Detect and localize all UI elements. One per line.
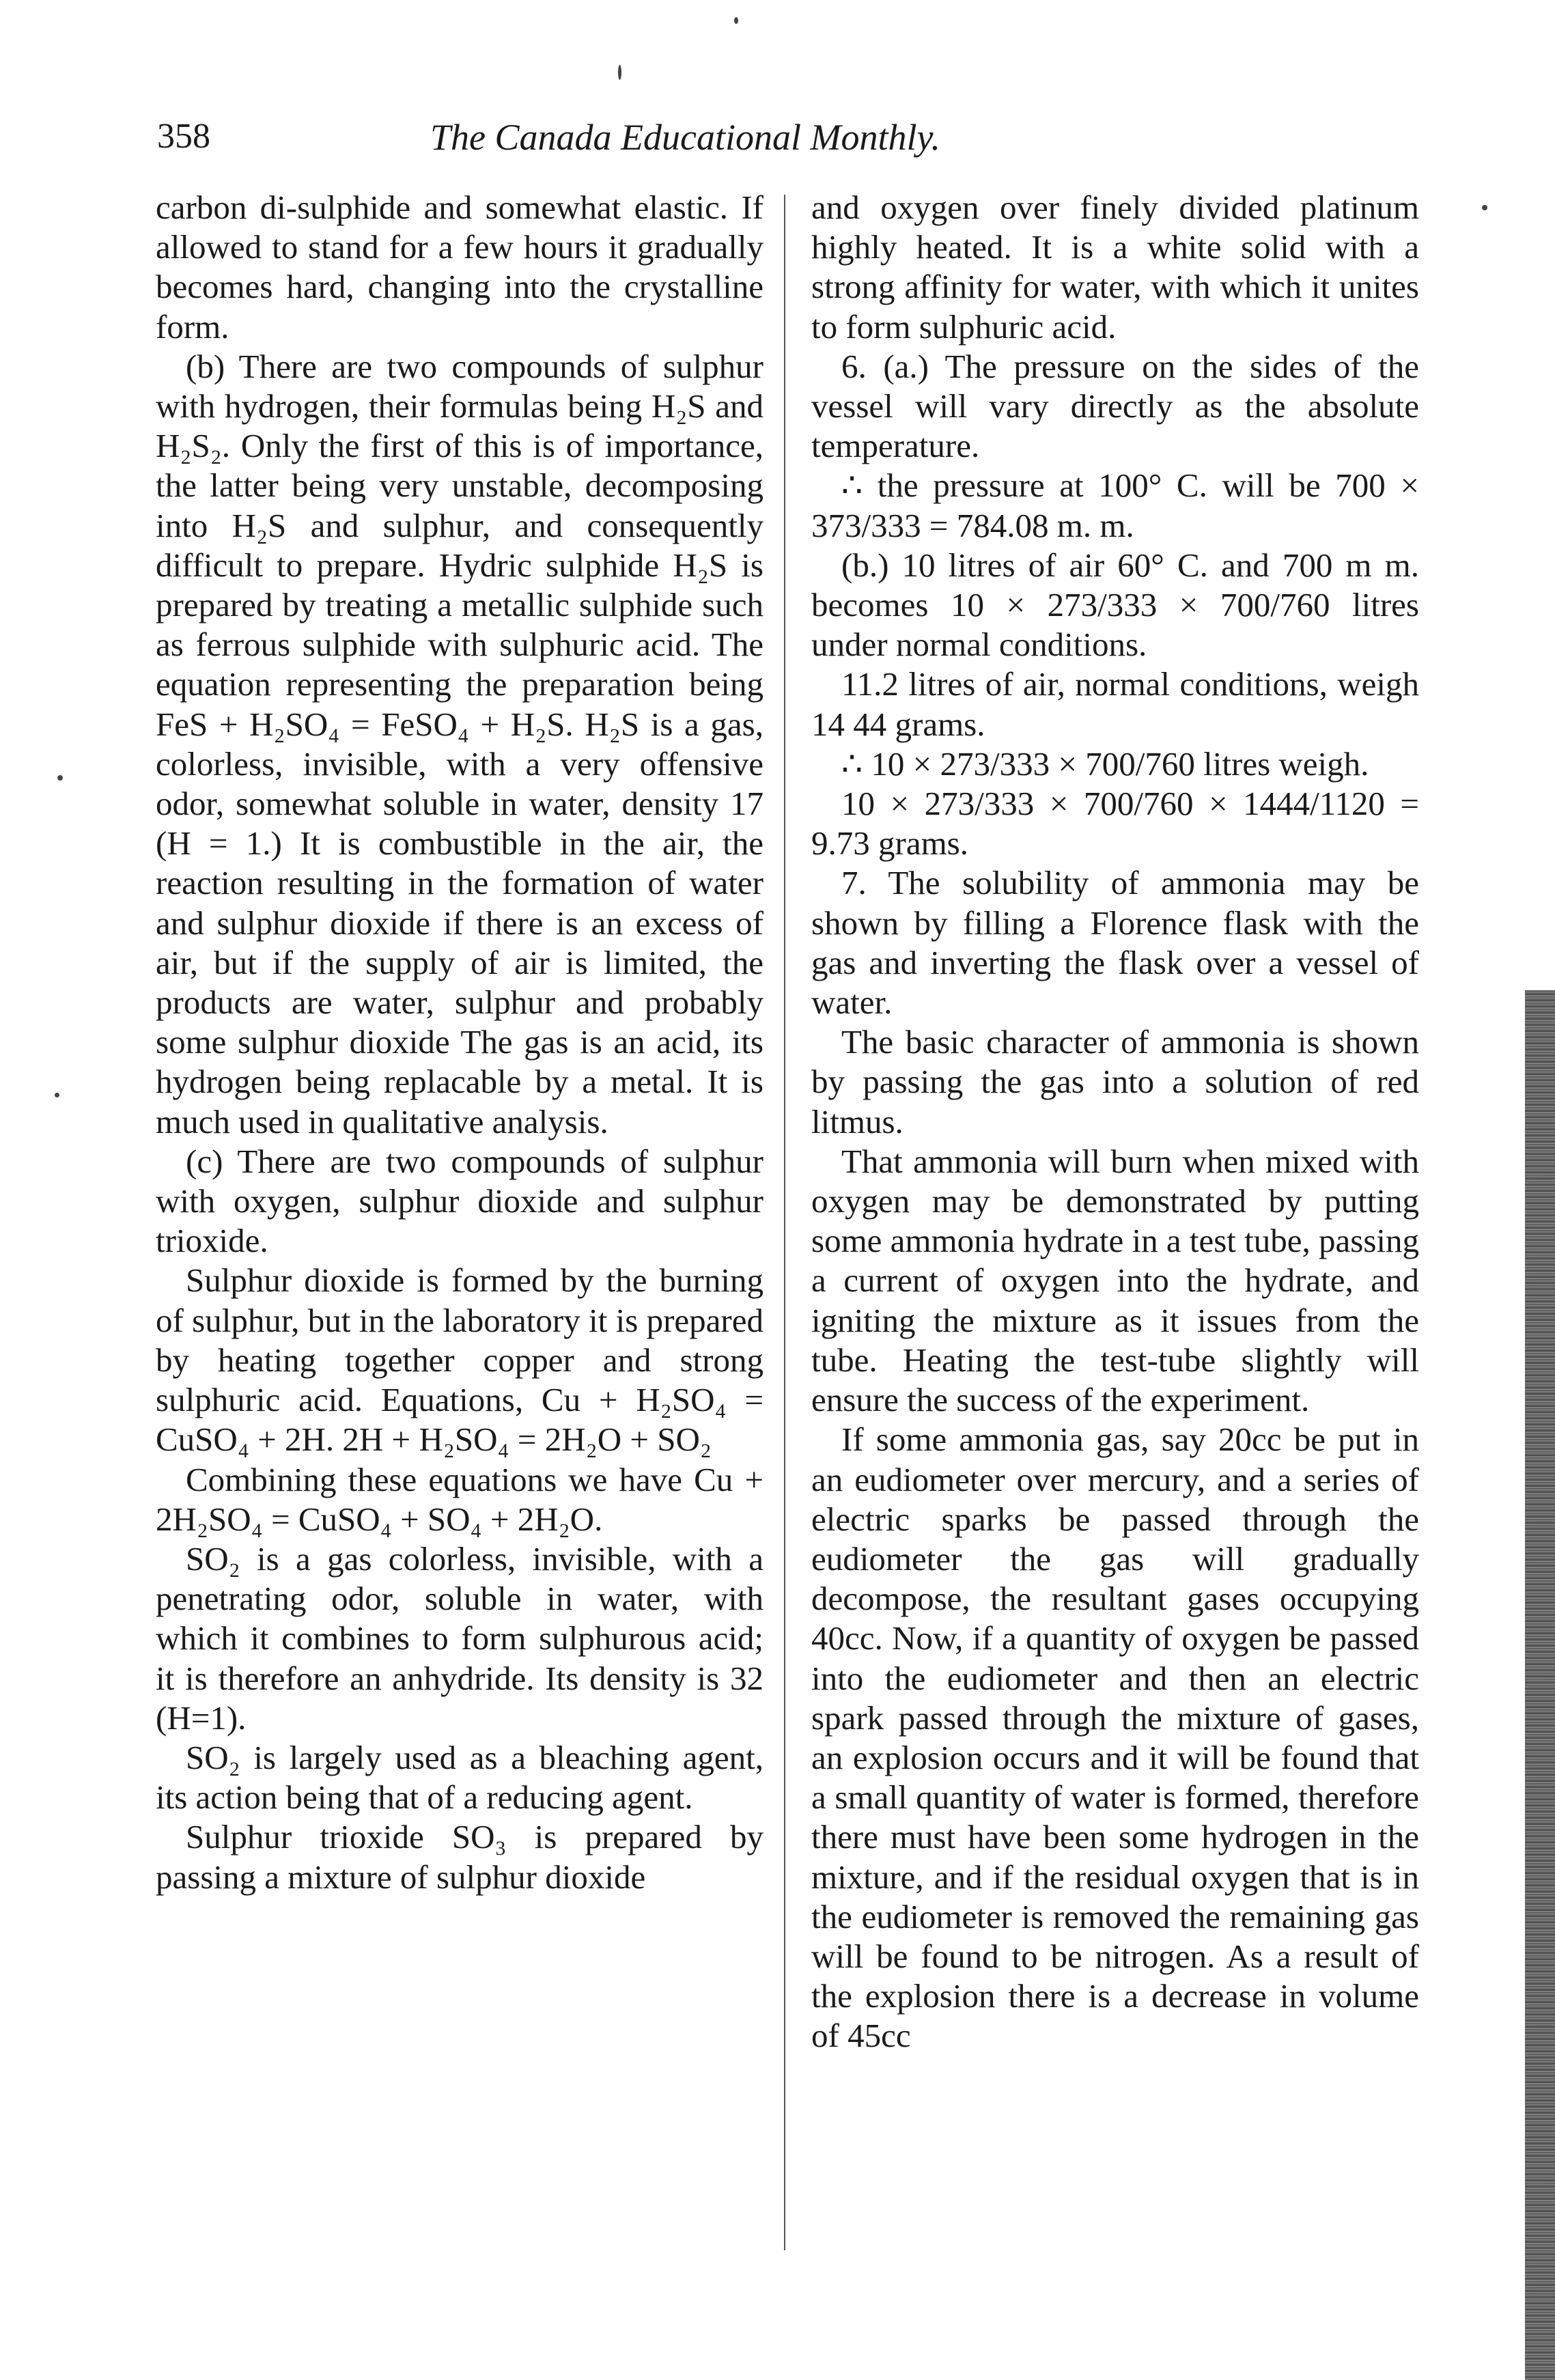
left-column xyxy=(156,188,764,1897)
running-title: The Canada Educational Monthly. xyxy=(430,117,940,158)
paragraph: ∴ the pressure at 100° C. will be 700 × 373/333 = 784.08 m. m. xyxy=(811,466,1419,544)
paragraph: 7. The solubility of ammonia may be shown by filling a Florence flask with the gas and inverting the flask over a vessel of water. xyxy=(811,864,1419,1022)
paragraph: ∴ 10 × 273/333 × 700/760 litres weigh. xyxy=(841,744,1369,783)
paragraph: 10 × 273/333 × 700/760 × 1444/1120 = 9.73 grams. xyxy=(811,785,1419,863)
scan-speck xyxy=(734,17,738,24)
column-divider xyxy=(784,195,785,2250)
paragraph: (b) There are two compounds of sulphur with hydrogen, their formulas being H₂S and H₂S₂. Only the first of this is of importance, the latter being very unstable, decomposing into H₂S and sulphur, and consequently difficult to prepare. Hydric sulphide H₂S is prepared by treating a metallic sulphide such as ferrous sulphide with sulphuric acid. The equation representing the preparation being FeS + H₂SO₄ = FeSO₄ + H₂S. H₂S is a gas, colorless, invisible, with a very offensive odor, somewhat soluble in water, density 17 (H = 1.) It is combustible in the air, the reaction resulting in the formation of water and sulphur dioxide if there is an excess of air, but if the supply of air is limited, the products are water, sulphur and probably some sulphur dioxide The gas is an acid, its hydrogen being replacable by a metal. It is much used in qualitative analysis. xyxy=(156,347,764,1140)
page-number: 358 xyxy=(157,117,210,156)
paragraph: and oxygen over finely divided platinum highly heated. It is a white solid with a strong affinity for water, with which it unites to form sulphuric acid. xyxy=(811,188,1419,346)
scan-speck xyxy=(57,775,63,781)
paragraph: Combining these equations we have Cu + 2H₂SO₄ = CuSO₄ + SO₄ + 2H₂O. xyxy=(156,1460,764,1538)
paragraph: SO₂ is a gas colorless, invisible, with a penetrating odor, soluble in water, with which it combines to form sulphurous acid; it is therefore an anhydride. Its density is 32 (H=1). xyxy=(156,1539,764,1737)
paragraph: carbon di-sulphide and somewhat elastic. If allowed to stand for a few hours it gradually becomes hard, changing into the crystalline form. xyxy=(156,188,764,346)
paragraph: Sulphur trioxide SO₃ is prepared by passing a mixture of sulphur dioxide xyxy=(156,1818,764,1896)
scan-speck xyxy=(55,1093,59,1097)
paragraph: 11.2 litres of air, normal conditions, weigh 14 44 grams. xyxy=(811,665,1419,743)
paragraph: 6. (a.) The pressure on the sides of the vessel will vary directly as the absolute temperature. xyxy=(811,347,1419,465)
paragraph: SO₂ is largely used as a bleaching agent, its action being that of a reducing agent. xyxy=(156,1738,764,1817)
page-header xyxy=(157,116,1113,164)
right-column xyxy=(811,188,1419,2056)
paragraph: (b.) 10 litres of air 60° C. and 700 m m. becomes 10 × 273/333 × 700/760 litres under normal conditions. xyxy=(811,546,1419,664)
scan-edge-artifact xyxy=(1525,990,1555,2380)
paragraph: That ammonia will burn when mixed with oxygen may be demonstrated by putting some ammonia hydrate in a test tube, passing a current of oxygen into the hydrate, and igniting the mixture as it issues from the tube. Heating the test-tube slightly will ensure the success of the experiment. xyxy=(811,1142,1419,1419)
paragraph: (c) There are two compounds of sulphur with oxygen, sulphur dioxide and sulphur trioxide. xyxy=(156,1142,764,1260)
scan-speck xyxy=(1482,205,1487,210)
paragraph: If some ammonia gas, say 20cc be put in an eudiometer over mercury, and a series of electric sparks be passed through the eudiometer the gas will gradually decompose, the resultant gases occupying 40cc. Now, if a quantity of oxygen be passed into the eudiometer and then an electric spark passed through the mixture of gases, an explosion occurs and it will be found that a small quantity of water is formed, therefore there must have been some hydrogen in the mixture, and if the residual oxygen that is in the eudiometer is removed the remaining gas will be found to be nitrogen. As a result of the explosion there is a decrease in volume of 45cc xyxy=(811,1420,1419,2055)
paragraph: The basic character of ammonia is shown by passing the gas into a solution of red litmus. xyxy=(811,1023,1419,1140)
scan-speck xyxy=(618,65,621,80)
paragraph: Sulphur dioxide is formed by the burning of sulphur, but in the laboratory it is prepared by heating together copper and strong sulphuric acid. Equations, Cu + H₂SO₄ = CuSO₄ + 2H. 2H + H₂SO₄ = 2H₂O + SO₂ xyxy=(156,1261,764,1459)
